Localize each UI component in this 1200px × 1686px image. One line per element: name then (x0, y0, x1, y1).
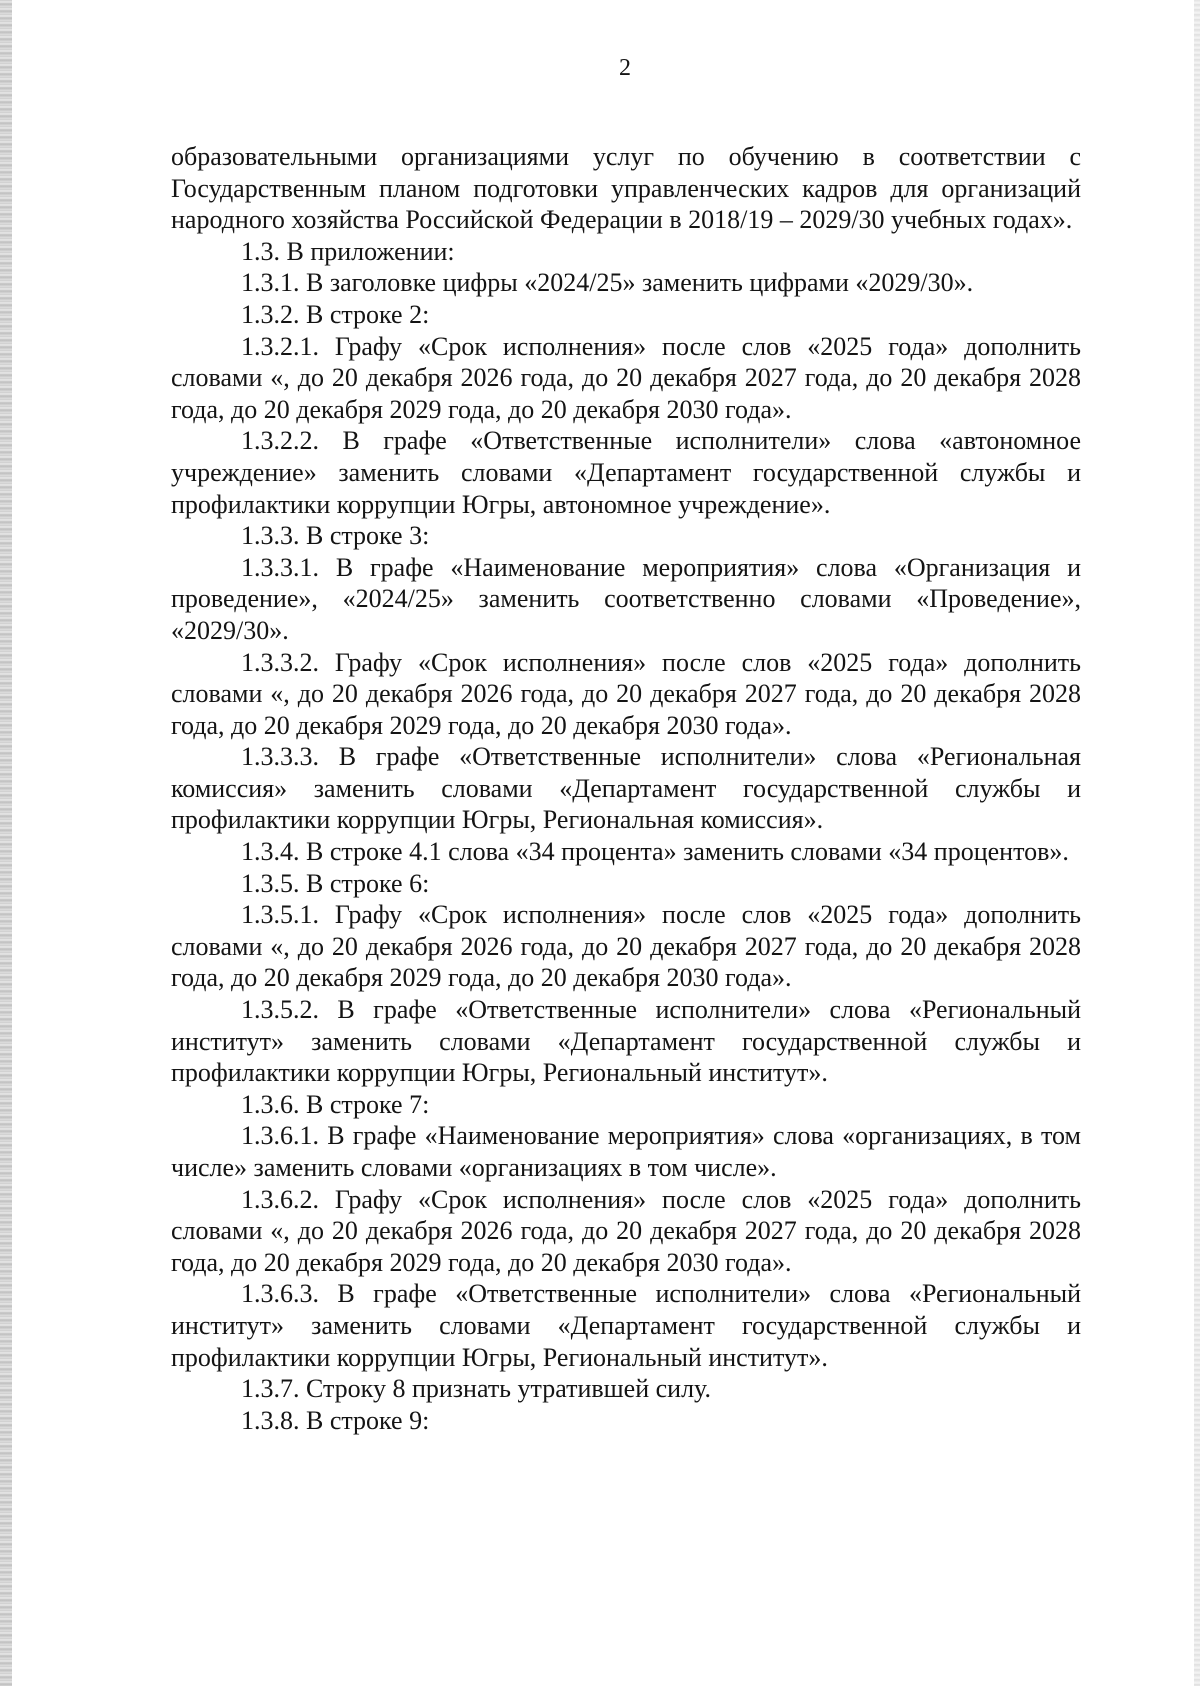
paragraph: 1.3. В приложении: (241, 236, 455, 266)
scan-edge-left (0, 0, 12, 1686)
paragraph: 1.3.4. В строке 4.1 слова «34 процента» заменить словами «34 процентов». (241, 837, 1069, 867)
paragraph: 1.3.6.2. Графу «Срок исполнения» после слов «2025 года» дополнить словами «, до 20 декабря 2026 года, до 20 декабря 2027 года, до 20 декабря 2028 года, до 20 декабря 2029 года, до 20 декабря 2030 года». (171, 1184, 1081, 1277)
paragraph: 1.3.3.2. Графу «Срок исполнения» после слов «2025 года» дополнить словами «, до 20 декабря 2026 года, до 20 декабря 2027 года, до 20 декабря 2028 года, до 20 декабря 2029 года, до 20 декабря 2030 года». (171, 647, 1081, 740)
paragraph: 1.3.8. В строке 9: (241, 1405, 430, 1435)
paragraph: 1.3.2.2. В графе «Ответственные исполнители» слова «автономное учреждение» заменить словами «Департамент государственной службы и профилактики коррупции Югры, автономное учреждение». (171, 426, 1081, 519)
paragraph: 1.3.3. В строке 3: (241, 521, 430, 551)
paragraph: 1.3.5.1. Графу «Срок исполнения» после слов «2025 года» дополнить словами «, до 20 декабря 2026 года, до 20 декабря 2027 года, до 20 декабря 2028 года, до 20 декабря 2029 года, до 20 декабря 2030 года». (171, 900, 1081, 993)
paragraph: 1.3.6. В строке 7: (241, 1089, 430, 1119)
page-number: 2 (619, 55, 631, 81)
paragraph: 1.3.6.3. В графе «Ответственные исполнители» слова «Региональный институт» заменить словами «Департамент государственной службы и профилактики коррупции Югры, Региональный институт». (171, 1279, 1081, 1372)
paragraph: 1.3.2.1. Графу «Срок исполнения» после слов «2025 года» дополнить словами «, до 20 декабря 2026 года, до 20 декабря 2027 года, до 20 декабря 2028 года, до 20 декабря 2029 года, до 20 декабря 2030 года». (171, 331, 1081, 424)
document-body (171, 141, 1081, 1436)
paragraph: 1.3.3.3. В графе «Ответственные исполнители» слова «Региональная комиссия» заменить словами «Департамент государственной службы и профилактики коррупции Югры, Региональная комиссия». (171, 742, 1081, 835)
paragraph: 1.3.5.2. В графе «Ответственные исполнители» слова «Региональный институт» заменить словами «Департамент государственной службы и профилактики коррупции Югры, Региональный институт». (171, 995, 1081, 1088)
paragraph: 1.3.5. В строке 6: (241, 868, 430, 898)
paragraph: образовательными организациями услуг по обучению в соответствии с Государственным планом подготовки управленческих кадров для организаций народного хозяйства Российской Федерации в 2018/19 – 2029/30 учебных годах». (171, 142, 1081, 235)
paragraph: 1.3.1. В заголовке цифры «2024/25» заменить цифрами «2029/30». (241, 268, 974, 298)
scan-edge-right (1194, 0, 1200, 1686)
paragraph: 1.3.7. Строку 8 признать утратившей силу. (241, 1374, 711, 1404)
paragraph: 1.3.3.1. В графе «Наименование мероприятия» слова «Организация и проведение», «2024/25» заменить соответственно словами «Проведение», «2029/30». (171, 552, 1081, 645)
paragraph: 1.3.6.1. В графе «Наименование мероприятия» слова «организациях, в том числе» заменить словами «организациях в том числе». (171, 1121, 1081, 1182)
paragraph: 1.3.2. В строке 2: (241, 299, 430, 329)
